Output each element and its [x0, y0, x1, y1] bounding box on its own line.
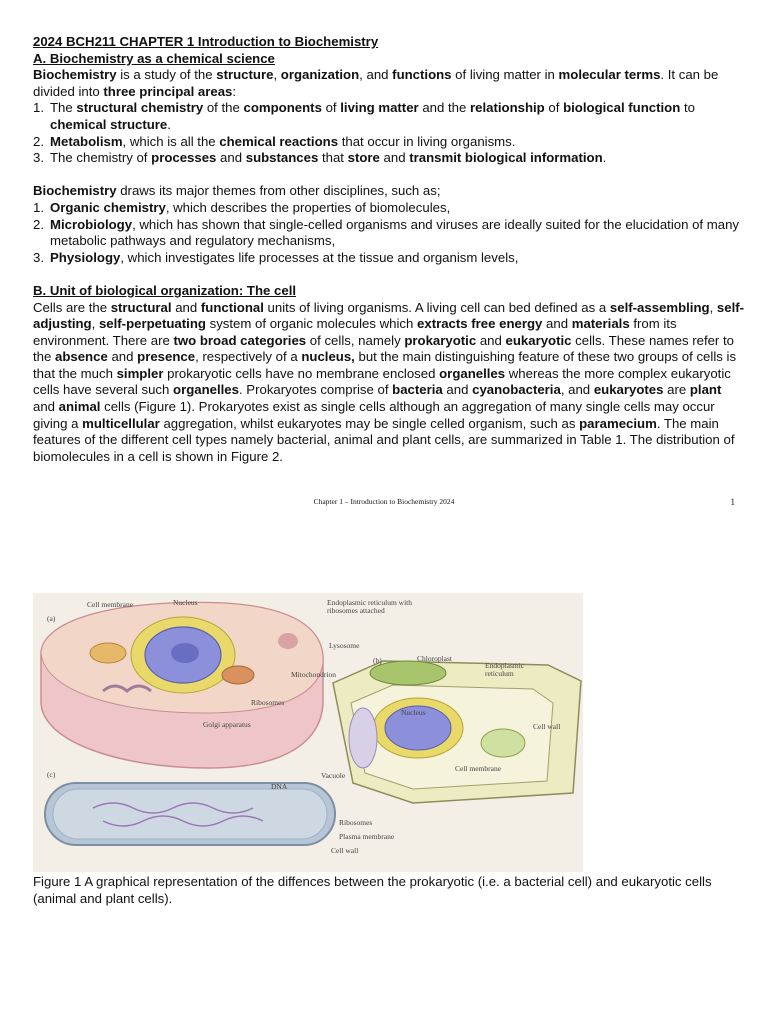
label-vacuole: Vacuole [321, 771, 346, 780]
plant-cell-drawing [333, 661, 581, 803]
label-plasma-membrane: Plasma membrane [339, 832, 395, 841]
label-cell-wall-c: Cell wall [331, 846, 359, 855]
label-er-b: Endoplasmic [485, 661, 525, 670]
label-er-ribosomes-2: ribosomes attached [327, 606, 385, 615]
label-mitochondrion: Mitochondrion [291, 670, 336, 679]
list-item: 2. Microbiology, which has shown that single-celled organisms and viruses are ideally suited for the elucidation of many metabolic pathways and regulatory mechanisms, [33, 216, 740, 249]
page-number: 1 [730, 497, 735, 507]
label-dna: DNA [271, 782, 288, 791]
footer-text: Chapter 1 – Introduction to Biochemistry 2024 [313, 497, 455, 506]
label-golgi: Golgi apparatus [203, 720, 251, 729]
list-item: 1. Organic chemistry, which describes the properties of biomolecules, [33, 199, 451, 215]
label-c: (c) [47, 770, 56, 779]
page-footer [33, 494, 735, 506]
list-item: 2. Metabolism, which is all the chemical reactions that occur in living organisms. [33, 133, 516, 149]
label-chloroplast: Chloroplast [417, 654, 452, 663]
figure-1-cell-illustration [33, 593, 583, 872]
label-ribosomes-c: Ribosomes [339, 818, 373, 827]
themes-intro: Biochemistry draws its major themes from other disciplines, such as; [33, 183, 441, 199]
section-b-paragraph: Cells are the structural and functional units of living organisms. A living cell can bed defined as a self-assembling, self-adjusting, self-perpetuating system of organic molecules which extracts free energy and materials from its environment. There are two broad categories of cells, namely prokaryotic and eukaryotic cells. These names refer to the absence and presence, respectively of a nucleus, but the main distinguishing feature of these two groups of cells is that the much simpler prokaryotic cells have no membrane enclosed organelles whereas the more complex eukaryotic cells have several such organelles. Prokaryotes comprise of bacteria and cyanobacteria, and eukaryotes are plant and animal cells (Figure 1). Prokaryotes exist as single cells although an aggregation of many single cells may occur giving a multicellular aggregation, whilst eukaryotes may be single celled organism, such as paramecium. The main features of the different cell types namely bacterial, animal and plant cells, are summarized in Table 1. The distribution of biomolecules in a cell is shown in Figure 2. [33, 299, 745, 464]
body-text [33, 34, 745, 465]
list-item: 3. Physiology, which investigates life processes at the tissue and organism levels, [33, 249, 519, 265]
label-er-ribosomes: Endoplasmic reticulum with [327, 598, 412, 607]
list-item: 1. The structural chemistry of the components of living matter and the relationship of biological function to chemical structure. [33, 100, 695, 132]
animal-cell-drawing [41, 602, 323, 768]
label-er-b-2: reticulum [485, 669, 514, 678]
label-b: (b) [373, 656, 382, 665]
label-cell-wall-b: Cell wall [533, 722, 561, 731]
section-a-heading: A. Biochemistry as a chemical science [33, 50, 275, 66]
label-ribosomes-a: Ribosomes [251, 698, 285, 707]
label-cell-membrane-a: Cell membrane [87, 600, 134, 609]
label-lysosome: Lysosome [329, 641, 360, 650]
label-cell-membrane-b: Cell membrane [455, 764, 502, 773]
principal-areas-list [33, 100, 745, 166]
list-item: 3. The chemistry of processes and substances that store and transmit biological information. [33, 150, 607, 166]
section-a-intro: Biochemistry is a study of the structure, organization, and functions of living matter in molecular terms. It can be divided into three principal areas: [33, 67, 719, 99]
document-title: 2024 BCH211 CHAPTER 1 Introduction to Biochemistry [33, 34, 379, 49]
label-nucleus-b: Nucleus [401, 708, 426, 717]
label-a: (a) [47, 614, 56, 623]
themes-list [33, 200, 745, 266]
label-nucleus-a: Nucleus [173, 598, 198, 607]
bacterial-cell-drawing [45, 783, 335, 845]
figure-1-caption: Figure 1 A graphical representation of the diffences between the prokaryotic (i.e. a bacterial cell) and eukaryotic cells (animal and plant cells). [33, 874, 712, 906]
section-b-heading: B. Unit of biological organization: The cell [33, 282, 297, 298]
